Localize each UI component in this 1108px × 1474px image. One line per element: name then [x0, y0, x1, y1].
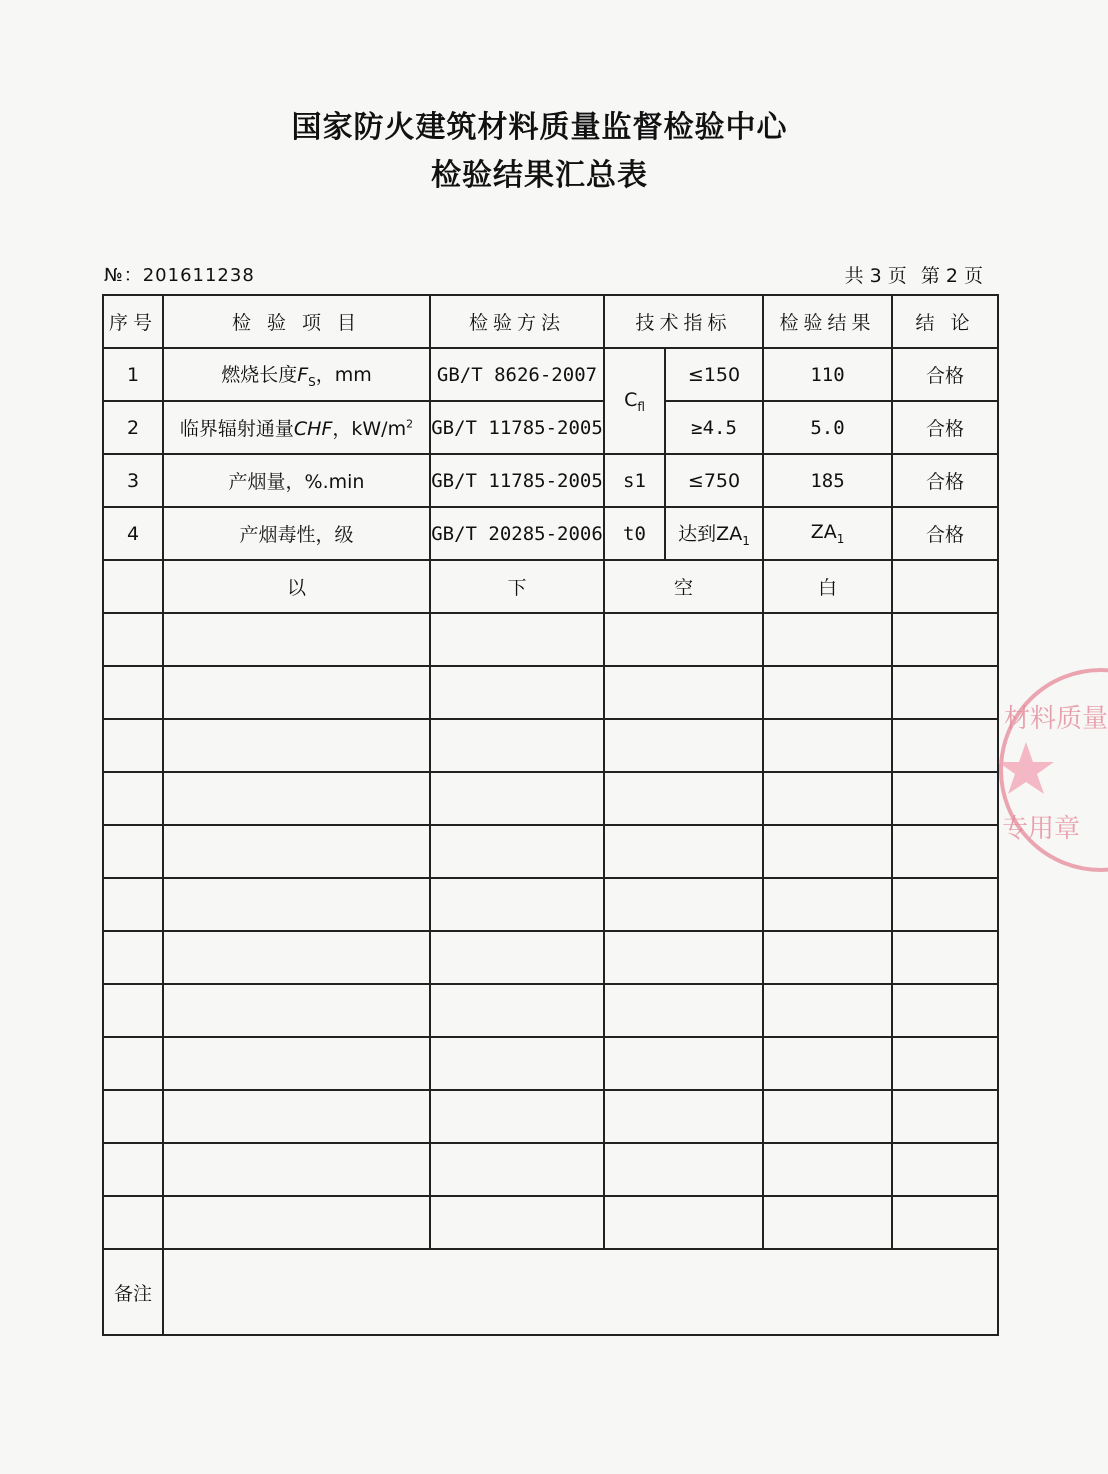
empty-row — [103, 931, 998, 984]
stamp-seal-icon — [996, 660, 1079, 880]
empty-row — [103, 1090, 998, 1143]
row-spec-class: s1 — [604, 454, 665, 507]
row-seq: 1 — [103, 348, 163, 401]
row-conclusion: 合格 — [892, 348, 998, 401]
row-result: 185 — [763, 454, 892, 507]
empty-row — [103, 878, 998, 931]
header-seq: 序号 — [103, 295, 163, 348]
blank-marker-2: 下 — [430, 560, 604, 613]
row-spec-value: ≤150 — [665, 348, 763, 401]
empty-row — [103, 1143, 998, 1196]
row-spec-value: 达到$ZA_1$ — [665, 507, 763, 560]
remarks-row — [103, 1249, 998, 1335]
document-subtitle: 检验结果汇总表 — [431, 158, 648, 193]
document-number: №：201611238 — [104, 265, 255, 286]
stamp-text-bottom: 专用章 — [1002, 814, 1081, 844]
table-row — [103, 348, 998, 401]
empty-row — [103, 666, 998, 719]
header-conclusion: 结 论 — [892, 295, 998, 348]
table-header — [103, 295, 998, 348]
header-method: 检验方法 — [430, 295, 604, 348]
remarks-label: 备注 — [103, 1249, 163, 1335]
row-method: GB/T 20285-2006 — [430, 507, 604, 560]
remarks-content — [163, 1249, 998, 1335]
row-seq: 4 — [103, 507, 163, 560]
table-row — [103, 454, 998, 507]
official-stamp — [996, 660, 1108, 880]
row-conclusion: 合格 — [892, 507, 998, 560]
results-table — [102, 294, 999, 1336]
blank-marker-3: 空 — [604, 560, 763, 613]
blank-marker-row — [103, 560, 998, 613]
row-seq: 2 — [103, 401, 163, 454]
table-row — [103, 401, 998, 454]
row-result: 110 — [763, 348, 892, 401]
empty-row — [103, 1037, 998, 1090]
row-item: 燃烧长度$F_S$，mm — [163, 348, 430, 401]
row-spec-class: $C_{fl}$ — [604, 348, 665, 454]
row-method: GB/T 11785-2005 — [430, 401, 604, 454]
row-conclusion: 合格 — [892, 401, 998, 454]
header-result: 检验结果 — [763, 295, 892, 348]
row-conclusion: 合格 — [892, 454, 998, 507]
row-item: 临界辐射通量CHF，$kW/m^2$ — [163, 401, 430, 454]
blank-marker-4: 白 — [763, 560, 892, 613]
header-item: 检 验 项 目 — [163, 295, 430, 348]
total-pages: 共 3 页 — [844, 265, 907, 287]
empty-row — [103, 719, 998, 772]
empty-row — [103, 825, 998, 878]
row-spec-value: ≤750 — [665, 454, 763, 507]
row-spec-class: t0 — [604, 507, 665, 560]
row-result: $ZA_1$ — [763, 507, 892, 560]
page-info — [837, 261, 983, 288]
row-method: GB/T 8626-2007 — [430, 348, 604, 401]
empty-row — [103, 613, 998, 666]
blank-marker-1: 以 — [163, 560, 430, 613]
header-spec: 技术指标 — [604, 295, 763, 348]
row-spec-value: ≥4.5 — [665, 401, 763, 454]
current-page: 第 2 页 — [920, 265, 983, 287]
document-title: 国家防火建筑材料质量监督检验中心 — [291, 110, 788, 145]
empty-row — [103, 1196, 998, 1249]
row-method: GB/T 11785-2005 — [430, 454, 604, 507]
stamp-text-top: 材料质量 — [1004, 704, 1108, 734]
empty-row — [103, 984, 998, 1037]
table-row — [103, 507, 998, 560]
row-result: 5.0 — [763, 401, 892, 454]
row-item: 产烟量，%.min — [163, 454, 430, 507]
row-item: 产烟毒性，级 — [163, 507, 430, 560]
empty-row — [103, 772, 998, 825]
row-seq: 3 — [103, 454, 163, 507]
